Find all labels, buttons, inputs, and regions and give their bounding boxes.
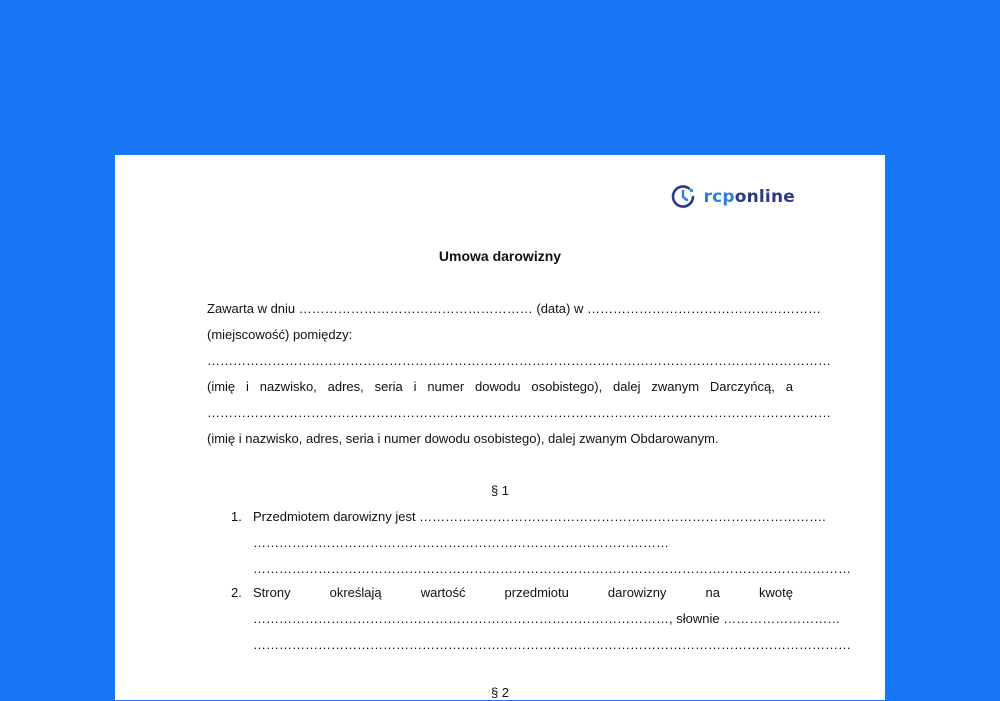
clock-icon	[669, 183, 697, 211]
donor-word: seria	[374, 379, 403, 394]
donor-word: i	[246, 379, 249, 394]
item-2-word: kwotę	[759, 585, 793, 600]
section-1-heading: § 1	[490, 483, 510, 498]
item-1-continuation-2: …………………………………………………………………………………………………………………………	[253, 561, 851, 576]
document-title: Umowa darowizny	[438, 248, 562, 264]
item-2-text	[253, 585, 793, 601]
item-1-number: 1.	[231, 509, 242, 524]
item-2-word: przedmiotu	[504, 585, 569, 600]
donor-word: numer	[427, 379, 465, 394]
donor-word: (imię	[207, 379, 236, 394]
item-2-word: wartość	[420, 585, 466, 600]
brand-logo	[669, 183, 795, 211]
item-2-continuation-1: ……………………………………………………………………………………, słownie ………………………	[253, 611, 841, 626]
item-2-word: na	[705, 585, 720, 600]
item-2-word: darowizny	[607, 585, 667, 600]
donor-word: Darczyńcą,	[709, 379, 775, 394]
recipient-blank-line: ………………………………………………………………………………………………………………………………	[207, 405, 831, 420]
section-2-heading: § 2	[490, 685, 510, 700]
donor-word: dalej	[613, 379, 641, 394]
donor-word: a	[785, 379, 793, 394]
item-2-continuation-2: …………………………………………………………………………………………………………………………	[253, 637, 851, 652]
donor-word: zwanym	[651, 379, 700, 394]
recipient-description: (imię i nazwisko, adres, seria i numer dowodu osobistego), dalej zwanym Obdarowanym.	[207, 431, 719, 446]
donor-blank-line: ………………………………………………………………………………………………………………………………	[207, 353, 831, 368]
intro-line-1: Zawarta w dniu ……………………………………………… (data) w ………………………………………………	[207, 301, 821, 316]
donor-word: adres,	[327, 379, 364, 394]
item-2-word: określają	[329, 585, 382, 600]
logo-suffix: online	[734, 187, 795, 207]
intro-line-2: (miejscowość) pomiędzy:	[207, 327, 353, 342]
logo-prefix: rcp	[703, 187, 735, 207]
item-2-word: Strony	[253, 585, 291, 600]
donor-description	[207, 379, 793, 395]
document-page	[115, 155, 885, 700]
item-1-text: Przedmiotem darowizny jest ………………………………………………………………………………….	[253, 509, 826, 524]
donor-word: i	[413, 379, 417, 394]
logo-text	[703, 187, 795, 207]
donor-word: dowodu	[475, 379, 521, 394]
item-2-number: 2.	[231, 585, 242, 600]
donor-word: nazwisko,	[259, 379, 317, 394]
item-1-continuation-1: ……………………………………………………………………………………	[253, 535, 669, 550]
donor-word: osobistego),	[531, 379, 603, 394]
